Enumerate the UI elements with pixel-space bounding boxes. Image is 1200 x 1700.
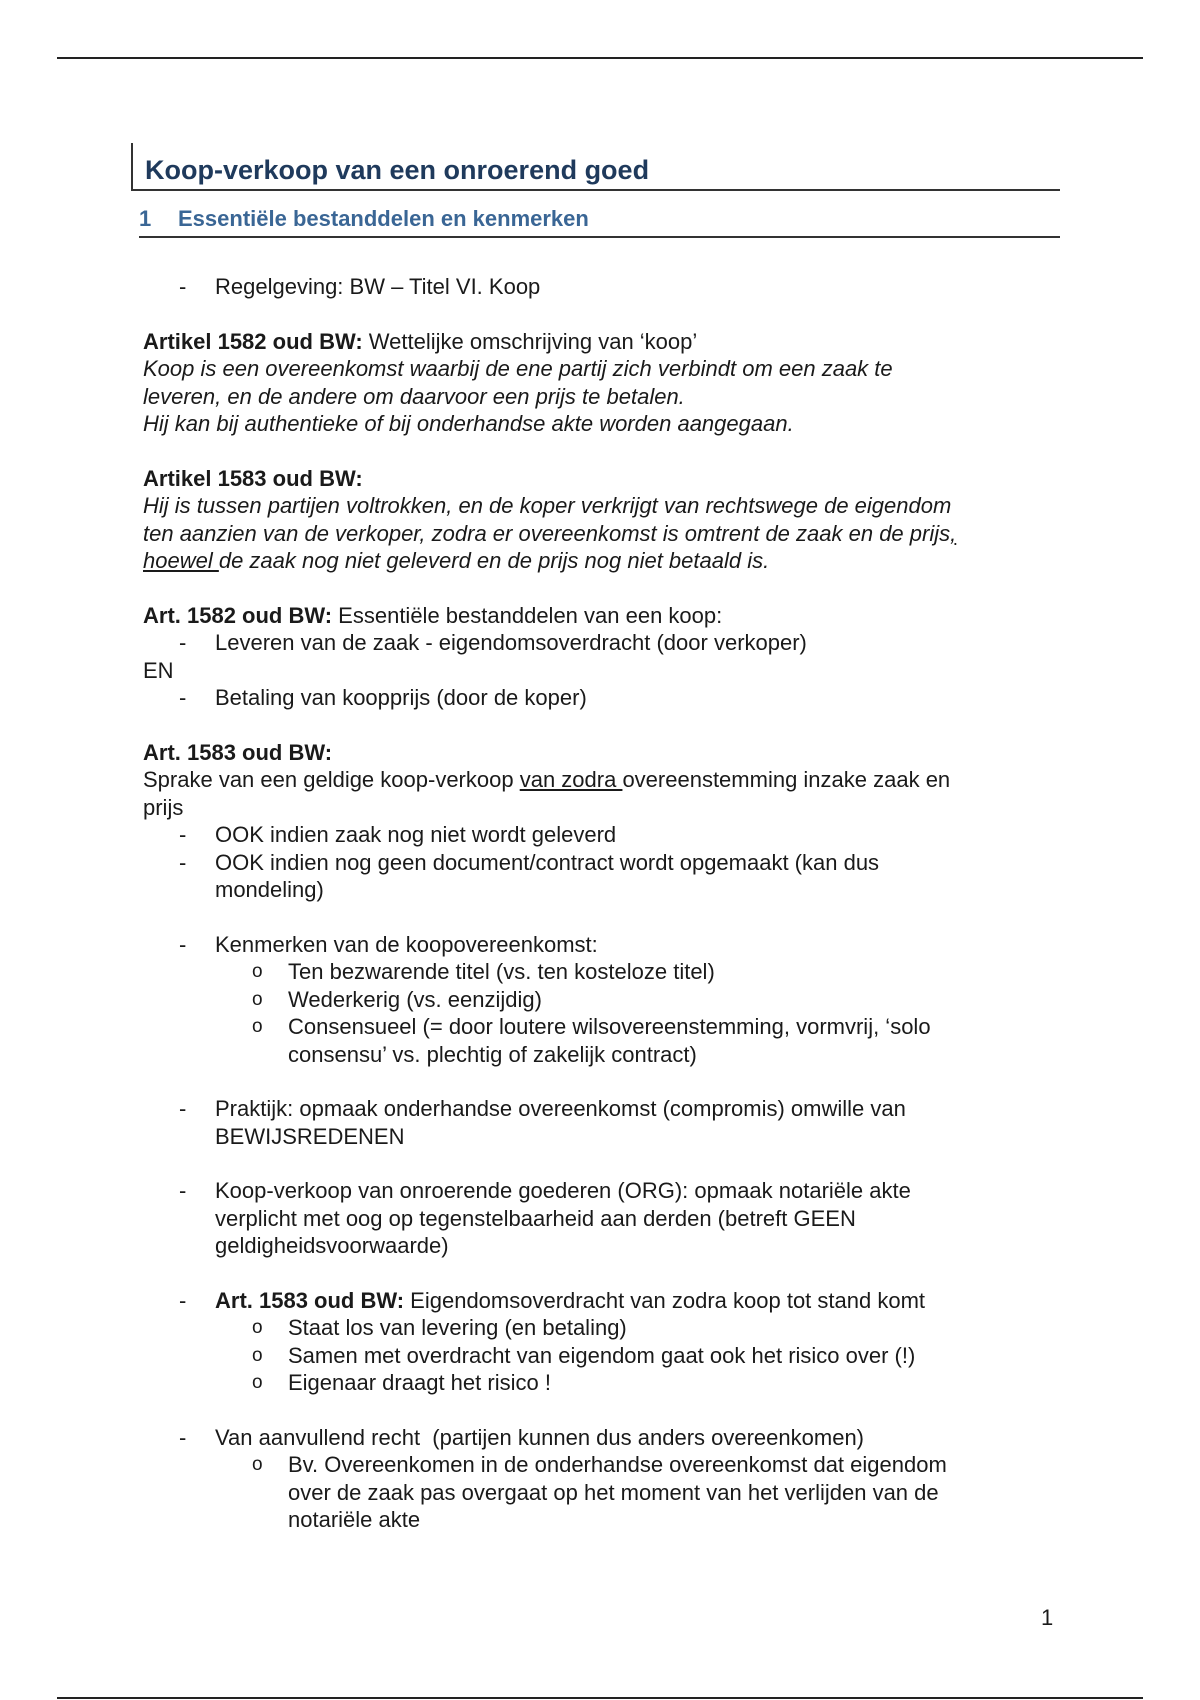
art1582-elements-label: Art. 1582 oud BW: (143, 602, 333, 628)
art1582-quote-line3: Hij kan bij authentieke of bij onderhandse akte worden aangegaan. (143, 411, 794, 436)
art1582-label: Artikel 1582 oud BW: (143, 328, 363, 354)
art1583-underlined-hoewel: hoewel (143, 548, 219, 573)
eigendom-label: Art. 1583 oud BW: (215, 1287, 405, 1313)
art1583-quote-line2: ten aanzien van de verkoper, zodra er overeenkomst is omtrent de zaak en de prijs (143, 520, 951, 546)
list-item: - Leveren van de zaak - eigendomsoverdracht (door verkoper) (215, 629, 1058, 657)
sub-list-item: o Eigenaar draagt het risico ! (288, 1369, 1058, 1397)
art1583-valid-line2: prijs (143, 794, 184, 820)
sub-list-item: o Samen met overdracht van eigendom gaat ook het risico over (!) (288, 1342, 1058, 1370)
art1583-quote-line3: de zaak nog niet geleverd en de prijs nog niet betaald is. (218, 548, 770, 573)
eigendom-block (143, 1287, 1058, 1397)
title-block (131, 143, 1060, 191)
page-title: Koop-verkoop van een onroerend goed (145, 155, 650, 185)
section-title: Essentiële bestanddelen en kenmerken (178, 206, 589, 231)
list-item: - Betaling van koopprijs (door de koper) (215, 684, 1058, 712)
praktijk-block (143, 1095, 1058, 1150)
art1582-elements-text: Essentiële bestanddelen van een koop: (332, 602, 723, 628)
underlined-van-zodra: van zodra (519, 767, 623, 792)
art1583-valid-sale (143, 739, 1058, 904)
art1583-label: Artikel 1583 oud BW: (143, 465, 363, 491)
art1582-text: Wettelijke omschrijving van ‘koop’ (362, 328, 698, 354)
kenmerken-block (143, 931, 1058, 1069)
page-number: 1 (1041, 1605, 1054, 1630)
list-item: - OOK indien nog geen document/contract wordt opgemaakt (kan dus mondeling) (215, 849, 915, 904)
art1583-valid-line1-end: overeenstemming inzake zaak en (622, 767, 951, 792)
art1582-quote-line2: leveren, en de andere om daarvoor een prijs te betalen. (143, 383, 685, 409)
org-block (143, 1177, 1058, 1260)
art1583-underlined-comma: , (950, 520, 957, 546)
eigendom-text: Eigendomsoverdracht van zodra koop tot stand komt (404, 1287, 926, 1313)
aanvullend-block (143, 1424, 1058, 1534)
praktijk-item: - Praktijk: opmaak onderhandse overeenkomst (compromis) omwille van BEWIJSREDENEN (215, 1095, 955, 1150)
art1582-elements (143, 602, 1058, 712)
document-body (143, 273, 1058, 1561)
regelgeving-item: - Regelgeving: BW – Titel VI. Koop (215, 273, 1058, 301)
section-number: 1 (139, 206, 152, 231)
sub-list-item: o Consensueel (= door loutere wilsovereenstemming, vormvrij, ‘solo consensu’ vs. plechtig of zakelijk contract) (288, 1013, 988, 1068)
art1582-quote-line1: Koop is een overeenkomst waarbij de ene partij zich verbindt om een zaak te (143, 356, 893, 381)
art1583-valid-line1: Sprake van een geldige koop-verkoop (143, 767, 520, 792)
eigendom-item (215, 1287, 1058, 1397)
kenmerken-item (215, 931, 1058, 1069)
connector-en: EN (143, 657, 174, 683)
art1583-quote-line1: Hij is tussen partijen voltrokken, en de koper verkrijgt van rechtswege de eigendom (143, 493, 952, 518)
art1583-valid-label: Art. 1583 oud BW: (143, 739, 333, 765)
org-item: - Koop-verkoop van onroerende goederen (ORG): opmaak notariële akte verplicht met oog op tegenstelbaarheid aan derden (betreft GEEN geldigheidsvoorwaarde) (215, 1177, 955, 1260)
page-top-rule (57, 57, 1143, 59)
sub-list-item: o Wederkerig (vs. eenzijdig) (288, 986, 1058, 1014)
intro-block (143, 273, 1058, 301)
sub-list-item: o Bv. Overeenkomen in de onderhandse overeenkomst dat eigendom over de zaak pas overgaat op het moment van het verlijden van de notariële akte (288, 1451, 988, 1534)
aanvullend-text: Van aanvullend recht (partijen kunnen dus anders overeenkomen) (215, 1424, 864, 1450)
list-item: - OOK indien zaak nog niet wordt geleverd (215, 821, 1058, 849)
aanvullend-item (215, 1424, 1058, 1534)
sub-list-item: o Staat los van levering (en betaling) (288, 1314, 1058, 1342)
sub-list-item: o Ten bezwarende titel (vs. ten kosteloze titel) (288, 958, 1058, 986)
art1582-definition (143, 328, 1058, 438)
section-heading (139, 206, 1060, 238)
kenmerken-label: Kenmerken van de koopovereenkomst: (215, 931, 598, 957)
page-bottom-rule (57, 1697, 1143, 1699)
art1583-definition (143, 465, 1058, 575)
